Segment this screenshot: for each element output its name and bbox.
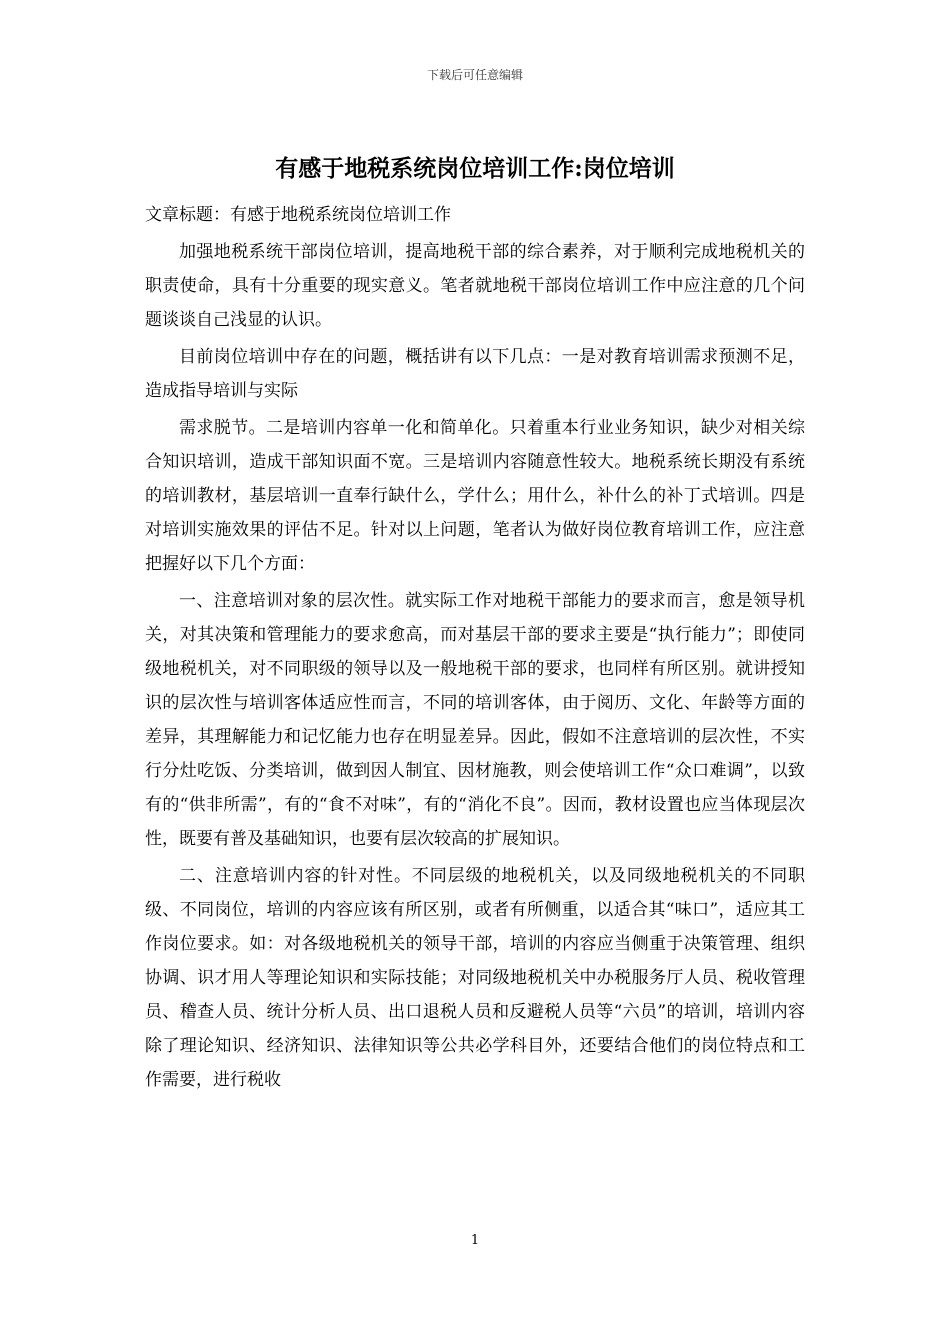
document-body xyxy=(145,198,805,1100)
paragraph: 加强地税系统干部岗位培训，提高地税干部的综合素养，对于顺利完成地税机关的职责使命，具有十分重要的现实意义。笔者就地税干部岗位培训工作中应注意的几个问题谈谈自己浅显的认识。 xyxy=(145,242,805,330)
paragraph: 二、注意培训内容的针对性。不同层级的地税机关，以及同级地税机关的不同职级、不同岗位，培训的内容应该有所区别，或者有所侧重，以适合其“味口”，适应其工作岗位要求。如：对各级地税机关的领导干部，培训的内容应当侧重于决策管理、组织协调、识才用人等理论知识和实际技能；对同级地税机关中办税服务厅人员、税收管理员、稽查人员、统计分析人员、出口退税人员和反避税人员等“六员”的培训，培训内容除了理论知识、经济知识、法律知识等公共必学科目外，还要结合他们的岗位特点和工作需要，进行税收 xyxy=(145,866,805,1090)
paragraph: 目前岗位培训中存在的问题，概括讲有以下几点：一是对教育培训需求预测不足，造成指导培训与实际 xyxy=(145,347,805,401)
page-number: 1 xyxy=(470,1233,480,1248)
document-title: 有感于地税系统岗位培训工作:岗位培训 xyxy=(275,155,675,182)
paragraph: 需求脱节。二是培训内容单一化和简单化。只着重本行业业务知识，缺少对相关综合知识培训，造成干部知识面不宽。三是培训内容随意性较大。地税系统长期没有系统的培训教材，基层培训一直奉行缺什么，学什么；用什么，补什么的补丁式培训。四是对培训实施效果的评估不足。针对以上问题，笔者认为做好岗位教育培训工作，应注意把握好以下几个方面： xyxy=(145,418,805,574)
paragraph: 一、注意培训对象的层次性。就实际工作对地税干部能力的要求而言，愈是领导机关，对其决策和管理能力的要求愈高，而对基层干部的要求主要是“执行能力”；即使同级地税机关，对不同职级的领导以及一般地税干部的要求，也同样有所区别。就讲授知识的层次性与培训客体适应性而言，不同的培训客体，由于阅历、文化、年龄等方面的差异，其理解能力和记忆能力也存在明显差异。因此，假如不注意培训的层次性，不实行分灶吃饭、分类培训，做到因人制宜、因材施教，则会使培训工作“众口难调”，以致有的“供非所需”，有的“食不对味”，有的“消化不良”。因而，教材设置也应当体现层次性，既要有普及基础知识，也要有层次较高的扩展知识。 xyxy=(145,591,805,849)
article-label: 文章标题：有感于地税系统岗位培训工作 xyxy=(145,205,451,225)
page-header: 下载后可任意编辑 xyxy=(426,68,523,82)
